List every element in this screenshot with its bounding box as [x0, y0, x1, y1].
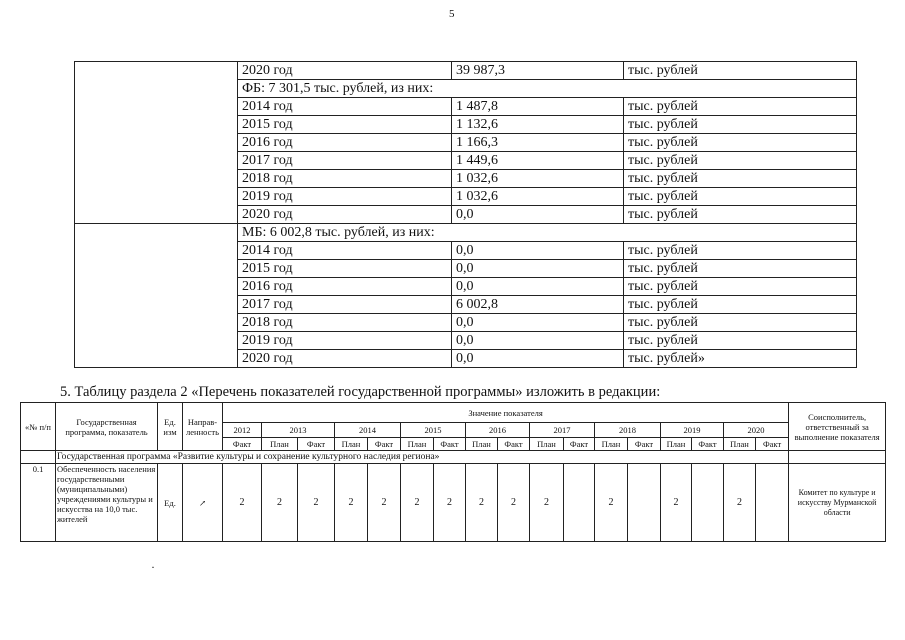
subheader-plan-fact: План [595, 438, 628, 451]
financing-unit: тыс. рублей [624, 134, 857, 152]
subheader-plan-fact: План [401, 438, 434, 451]
header-unit: Ед. изм [158, 403, 183, 451]
indicator-unit: Ед. [158, 464, 183, 542]
header-num: «№ п/п [21, 403, 56, 451]
financing-unit: тыс. рублей [624, 206, 857, 224]
indicator-value: 2 [298, 464, 335, 542]
financing-year: 2019 год [238, 188, 452, 206]
program-title: Государственная программа «Развитие культуры и сохранение культурного наследия региона» [56, 451, 789, 464]
financing-row [75, 206, 857, 224]
financing-blank-cell [75, 170, 238, 188]
financing-value: 6 002,8 [452, 296, 624, 314]
financing-year: 2017 год [238, 296, 452, 314]
header-row-1 [21, 403, 886, 423]
program-row [21, 451, 886, 464]
financing-value: 0,0 [452, 278, 624, 296]
subheader-plan-fact: Факт [498, 438, 530, 451]
financing-value: 0,0 [452, 242, 624, 260]
financing-year: 2015 год [238, 260, 452, 278]
subheader-plan-fact: Факт [756, 438, 789, 451]
subheader-plan-fact: План [661, 438, 692, 451]
year-2018: 2018 [595, 423, 661, 438]
indicators-table [20, 402, 886, 542]
instruction-text: 5. Таблицу раздела 2 «Перечень показателей государственной программы» изложить в редакции: [60, 384, 661, 400]
program-row-num [21, 451, 56, 464]
subheader-plan-fact: План [530, 438, 564, 451]
page-number: 5 [449, 8, 455, 20]
financing-blank-cell [75, 242, 238, 260]
financing-row [75, 314, 857, 332]
stray-mark: · [151, 560, 155, 574]
indicator-value: 2 [368, 464, 401, 542]
financing-subtotal-row [75, 224, 857, 242]
subheader-plan-fact: План [724, 438, 756, 451]
financing-row [75, 134, 857, 152]
indicator-value: 2 [335, 464, 368, 542]
financing-blank-cell [75, 152, 238, 170]
indicator-value: 2 [262, 464, 298, 542]
indicator-num: 0.1 [21, 464, 56, 542]
year-2016: 2016 [466, 423, 530, 438]
financing-year: 2017 год [238, 152, 452, 170]
indicator-value [628, 464, 661, 542]
financing-row [75, 260, 857, 278]
financing-row [75, 296, 857, 314]
indicator-value: 2 [595, 464, 628, 542]
year-2017: 2017 [530, 423, 595, 438]
subheader-plan-fact: Факт [368, 438, 401, 451]
indicator-value: 2 [498, 464, 530, 542]
financing-row [75, 170, 857, 188]
header-value: Значение показателя [223, 403, 789, 423]
financing-subtotal-row [75, 80, 857, 98]
year-2013: 2013 [262, 423, 335, 438]
financing-row [75, 188, 857, 206]
header-direction: Направ-ленность [183, 403, 223, 451]
indicator-responsible: Комитет по культуре и искусству Мурманской области [789, 464, 886, 542]
financing-blank-cell [75, 80, 238, 98]
indicator-value [564, 464, 595, 542]
financing-year: 2018 год [238, 314, 452, 332]
indicator-value: 2 [223, 464, 262, 542]
financing-unit: тыс. рублей [624, 152, 857, 170]
financing-blank-cell [75, 98, 238, 116]
year-2012: 2012 [223, 423, 262, 438]
financing-value: 0,0 [452, 206, 624, 224]
financing-unit: тыс. рублей [624, 170, 857, 188]
financing-blank-cell [75, 224, 238, 242]
subheader-plan-fact: Факт [564, 438, 595, 451]
year-2014: 2014 [335, 423, 401, 438]
financing-year: 2014 год [238, 242, 452, 260]
financing-unit: тыс. рублей [624, 260, 857, 278]
financing-unit: тыс. рублей [624, 278, 857, 296]
financing-unit: тыс. рублей [624, 62, 857, 80]
financing-value: 1 132,6 [452, 116, 624, 134]
financing-unit: тыс. рублей [624, 314, 857, 332]
indicator-value: 2 [530, 464, 564, 542]
year-2020: 2020 [724, 423, 789, 438]
financing-year: 2016 год [238, 278, 452, 296]
financing-unit: тыс. рублей [624, 332, 857, 350]
financing-unit: тыс. рублей [624, 98, 857, 116]
financing-value: 0,0 [452, 350, 624, 368]
indicator-value: 2 [724, 464, 756, 542]
subheader-plan-fact: План [335, 438, 368, 451]
program-row-resp [789, 451, 886, 464]
financing-value: 1 487,8 [452, 98, 624, 116]
financing-value: 1 032,6 [452, 188, 624, 206]
year-2015: 2015 [401, 423, 466, 438]
financing-year: 2016 год [238, 134, 452, 152]
financing-year: 2020 год [238, 350, 452, 368]
financing-row [75, 242, 857, 260]
financing-blank-cell [75, 296, 238, 314]
financing-value: 1 032,6 [452, 170, 624, 188]
financing-subtotal: МБ: 6 002,8 тыс. рублей, из них: [238, 224, 857, 242]
financing-subtotal: ФБ: 7 301,5 тыс. рублей, из них: [238, 80, 857, 98]
financing-row [75, 350, 857, 368]
financing-blank-cell [75, 314, 238, 332]
financing-blank-cell [75, 332, 238, 350]
financing-value: 1 166,3 [452, 134, 624, 152]
financing-blank-cell [75, 206, 238, 224]
financing-blank-cell [75, 116, 238, 134]
subheader-plan-fact: Факт [298, 438, 335, 451]
financing-unit: тыс. рублей [624, 188, 857, 206]
financing-blank-cell [75, 278, 238, 296]
financing-row [75, 98, 857, 116]
indicator-value: 2 [434, 464, 466, 542]
financing-table [74, 61, 857, 368]
financing-unit: тыс. рублей [624, 116, 857, 134]
financing-year: 2019 год [238, 332, 452, 350]
financing-value: 1 449,6 [452, 152, 624, 170]
header-responsible: Соисполнитель, ответственный за выполнение показателя [789, 403, 886, 451]
financing-blank-cell [75, 62, 238, 80]
financing-blank-cell [75, 350, 238, 368]
financing-value: 0,0 [452, 332, 624, 350]
subheader-plan-fact: Факт [223, 438, 262, 451]
indicator-value: 2 [661, 464, 692, 542]
financing-row [75, 278, 857, 296]
indicator-row [21, 464, 886, 542]
financing-year: 2014 год [238, 98, 452, 116]
financing-unit: тыс. рублей [624, 296, 857, 314]
financing-year: 2020 год [238, 206, 452, 224]
financing-row [75, 116, 857, 134]
financing-row [75, 62, 857, 80]
financing-unit: тыс. рублей» [624, 350, 857, 368]
subheader-plan-fact: План [262, 438, 298, 451]
indicator-value [692, 464, 724, 542]
financing-row [75, 332, 857, 350]
financing-blank-cell [75, 260, 238, 278]
financing-year: 2020 год [238, 62, 452, 80]
financing-value: 0,0 [452, 260, 624, 278]
indicator-value: 2 [466, 464, 498, 542]
financing-unit: тыс. рублей [624, 242, 857, 260]
financing-value: 0,0 [452, 314, 624, 332]
financing-year: 2015 год [238, 116, 452, 134]
financing-blank-cell [75, 188, 238, 206]
indicator-direction: ↗ [183, 464, 223, 542]
subheader-plan-fact: План [466, 438, 498, 451]
subheader-plan-fact: Факт [628, 438, 661, 451]
financing-blank-cell [75, 134, 238, 152]
indicator-name: Обеспеченность населения государственными (муниципальными) учреждениями культуры и искусства на 10,0 тыс. жителей [56, 464, 158, 542]
indicator-value: 2 [401, 464, 434, 542]
year-2019: 2019 [661, 423, 724, 438]
financing-value: 39 987,3 [452, 62, 624, 80]
header-name: Государственная программа, показатель [56, 403, 158, 451]
subheader-plan-fact: Факт [692, 438, 724, 451]
financing-row [75, 152, 857, 170]
subheader-plan-fact: Факт [434, 438, 466, 451]
financing-year: 2018 год [238, 170, 452, 188]
indicator-value [756, 464, 789, 542]
